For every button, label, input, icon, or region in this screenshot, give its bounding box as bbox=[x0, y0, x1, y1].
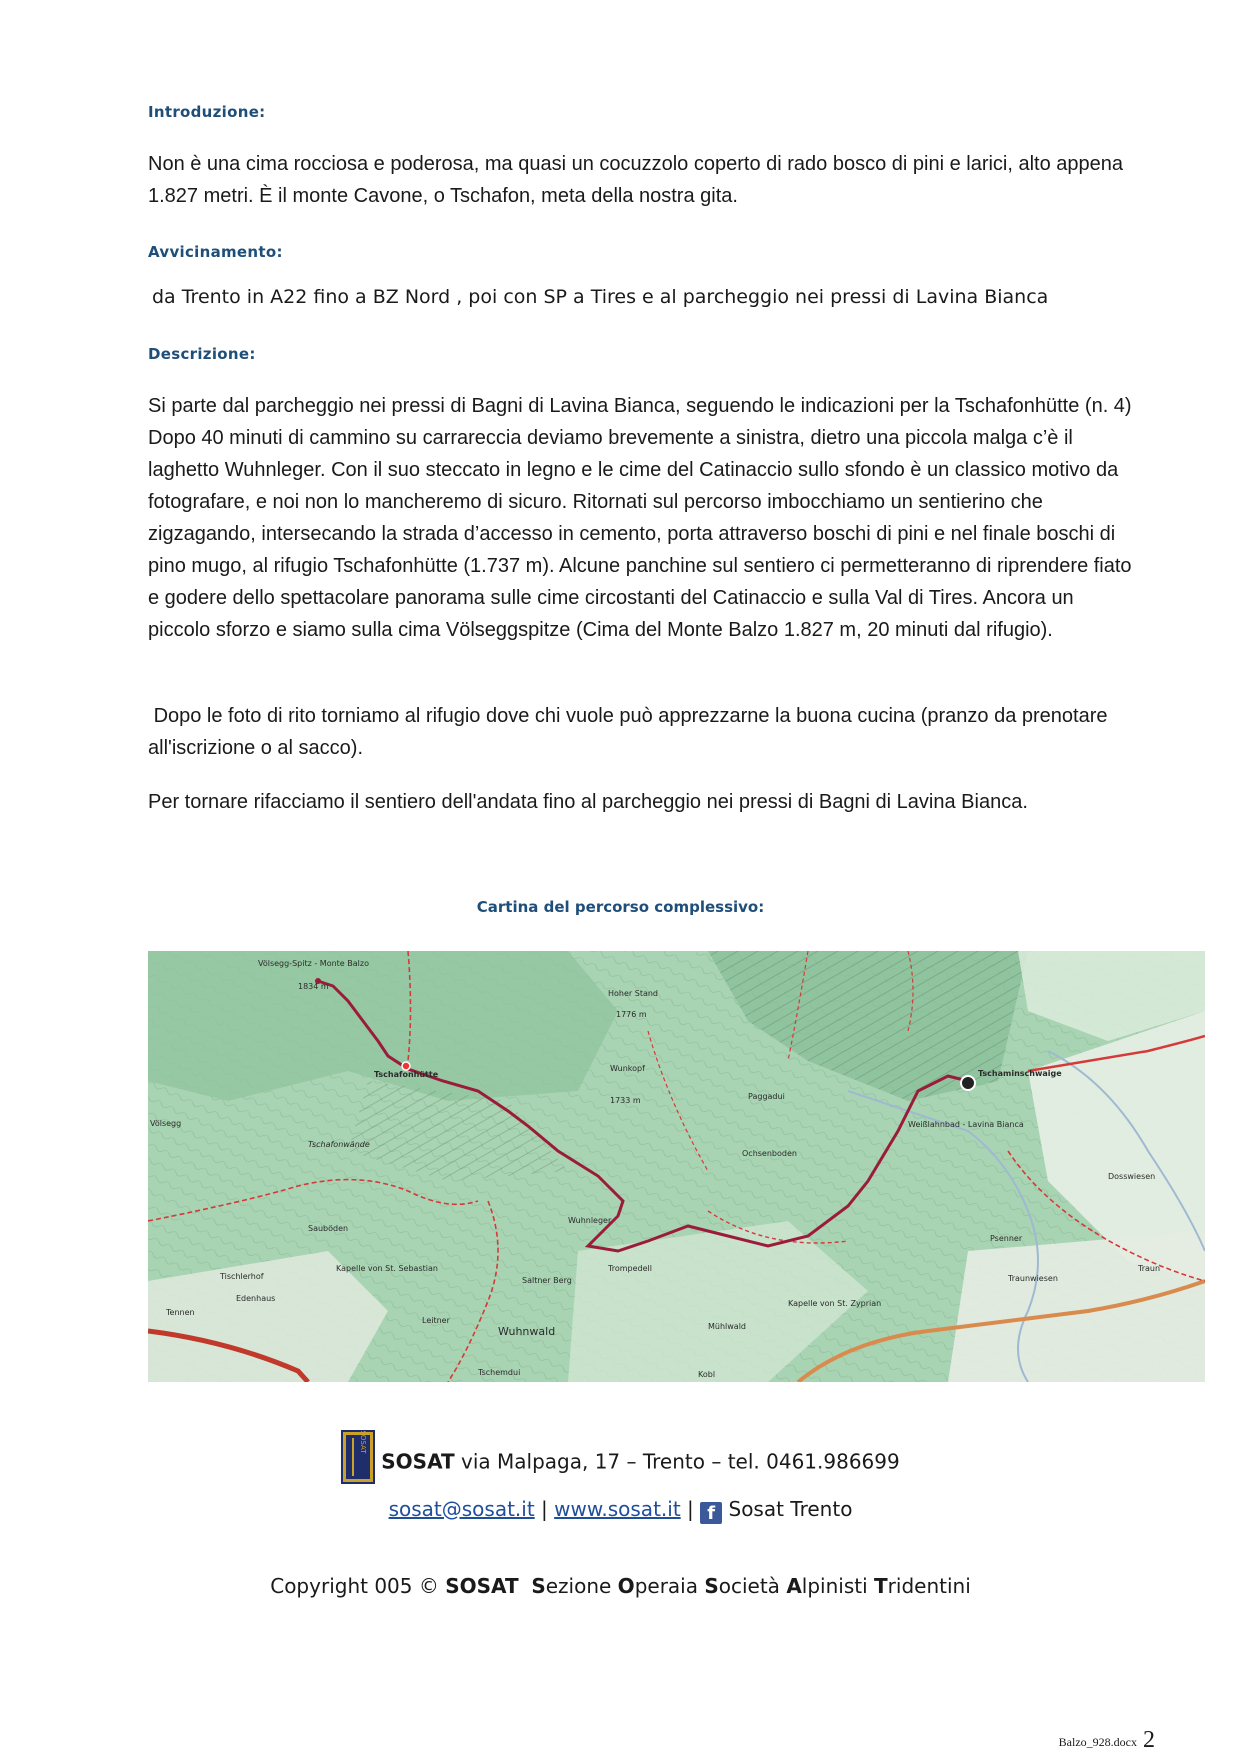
map-label-traun: Traun bbox=[1138, 1264, 1161, 1273]
map-label-kapelle-seb: Kapelle von St. Sebastian bbox=[336, 1264, 438, 1273]
map-label-ochsenboden: Ochsenboden bbox=[742, 1149, 797, 1158]
footer-address: via Malpaga, 17 – Trento – tel. 0461.986699 bbox=[454, 1449, 900, 1474]
page-number: 2 bbox=[1143, 1727, 1155, 1753]
map-label-leitner: Leitner bbox=[422, 1316, 450, 1325]
facebook-icon[interactable]: f bbox=[700, 1502, 722, 1524]
map-label-summit-alt: 1834 m bbox=[298, 982, 329, 991]
map-label-tschamin: Tschaminschwaige bbox=[978, 1069, 1062, 1078]
intro-text: Non è una cima rocciosa e poderosa, ma quasi un cocuzzolo coperto di rado bosco di pini e larici, alto appena 1.827 metri. È il monte Cavone, o Tschafon, meta della nostra gita. bbox=[148, 153, 1124, 207]
map-label-hoher-stand-alt: 1776 m bbox=[616, 1010, 647, 1019]
map-label-tischlerhof: Tischlerhof bbox=[220, 1272, 264, 1281]
separator: | bbox=[541, 1497, 548, 1521]
website-link[interactable]: www.sosat.it bbox=[554, 1497, 681, 1521]
map-caption: Cartina del percorso complessivo: bbox=[476, 898, 765, 916]
map-label-wunkopf-alt: 1733 m bbox=[610, 1096, 641, 1105]
map-label-paggadui: Paggadui bbox=[748, 1092, 785, 1101]
map-label-sauboden: Sauböden bbox=[308, 1224, 349, 1233]
map-label-tennen: Tennen bbox=[166, 1308, 195, 1317]
map-label-kapelle-zyp: Kapelle von St. Zyprian bbox=[788, 1299, 882, 1308]
separator: | bbox=[687, 1497, 694, 1521]
footer-filename: Balzo_928.docx bbox=[1058, 1735, 1137, 1749]
approach-heading: Avvicinamento: bbox=[148, 243, 283, 261]
map-label-summit: Völsegg-Spitz - Monte Balzo bbox=[258, 959, 369, 968]
map-label-dosswiesen: Dosswiesen bbox=[1108, 1172, 1156, 1181]
sosat-logo-icon bbox=[341, 1430, 375, 1484]
description-heading: Descrizione: bbox=[148, 345, 256, 363]
map-label-voelsegg: Völsegg bbox=[150, 1119, 182, 1128]
hut-marker-icon bbox=[402, 1062, 410, 1070]
map-label-hoher-stand: Hoher Stand bbox=[608, 989, 658, 998]
description-paragraph-2: Dopo le foto di rito torniamo al rifugio dove chi vuole può apprezzarne la buona cucina (pranzo da prenotare all'iscrizione o al sacco). bbox=[148, 705, 1114, 759]
footer-address-line bbox=[0, 1430, 1241, 1490]
intro-heading: Introduzione: bbox=[148, 103, 266, 121]
map-label-psenner: Psenner bbox=[990, 1234, 1023, 1243]
start-marker-icon bbox=[961, 1076, 975, 1090]
email-link[interactable]: sosat@sosat.it bbox=[388, 1497, 535, 1521]
description-paragraph-3: Per tornare rifacciamo il sentiero dell'andata fino al parcheggio nei pressi di Bagni di Lavina Bianca. bbox=[148, 791, 1028, 813]
route-map[interactable] bbox=[148, 951, 1205, 1382]
map-label-hut: Tschafonhütte bbox=[374, 1070, 439, 1079]
map-label-traunwiesen: Traunwiesen bbox=[1008, 1274, 1058, 1283]
map-label-trompedell: Trompedell bbox=[608, 1264, 652, 1273]
facebook-name[interactable]: Sosat Trento bbox=[728, 1497, 853, 1521]
map-label-edenhaus: Edenhaus bbox=[236, 1294, 276, 1303]
map-label-wunkopf: Wunkopf bbox=[610, 1064, 645, 1073]
svg-text:SOSAT: SOSAT bbox=[359, 1430, 368, 1454]
map-label-muhlwald: Mühlwald bbox=[708, 1322, 747, 1331]
description-paragraph-1: Si parte dal parcheggio nei pressi di Bagni di Lavina Bianca, seguendo le indicazioni per la Tschafonhütte (n. 4) Dopo 40 minuti di cammino su carrareccia deviamo brevemente a sinistra, dietro una piccola malga c’è il laghetto Wuhnleger. Con il suo steccato in legno e le cime del Catinaccio sullo sfondo è un classico motivo da fotografare, e noi non lo mancheremo di sicuro. Ritornati sul percorso imbocchiamo un sentierino che zigzagando, intersecando la strada d’accesso in cemento, porta attraverso boschi di pini e nel finale boschi di pino mugo, al rifugio Tschafonhütte (1.737 m). Alcune panchine sul sentiero ci permetteranno di riprendere fiato e godere dello spettacolare panorama sulle cime circostanti del Catinaccio e sulla Val di Tires. Ancora un piccolo sforzo e siamo sulla cima Völseggspitze (Cima del Monte Balzo 1.827 m, 20 minuti dal rifugio). bbox=[148, 395, 1132, 641]
footer-org: SOSAT bbox=[381, 1449, 455, 1474]
map-label-tschemdui: Tschemdui bbox=[478, 1368, 521, 1377]
copyright-line: Copyright 005 © SOSAT Sezione Operaia Società Alpinisti Tridentini bbox=[270, 1574, 971, 1598]
map-label-weisslahnbad: Weißlahnbad - Lavina Bianca bbox=[908, 1120, 1024, 1129]
map-label-kobl: Kobl bbox=[698, 1370, 716, 1379]
map-label-wuhnleger: Wuhnleger bbox=[568, 1216, 612, 1225]
map-label-wuhnwald: Wuhnwald bbox=[498, 1325, 556, 1338]
map-label-saltner-berg: Saltner Berg bbox=[522, 1276, 572, 1285]
approach-text: da Trento in A22 fino a BZ Nord , poi con SP a Tires e al parcheggio nei pressi di Lavina Bianca bbox=[152, 286, 1049, 308]
map-label-tschafonwande: Tschafonwände bbox=[308, 1140, 370, 1149]
footer-contacts-line bbox=[0, 1497, 1241, 1524]
